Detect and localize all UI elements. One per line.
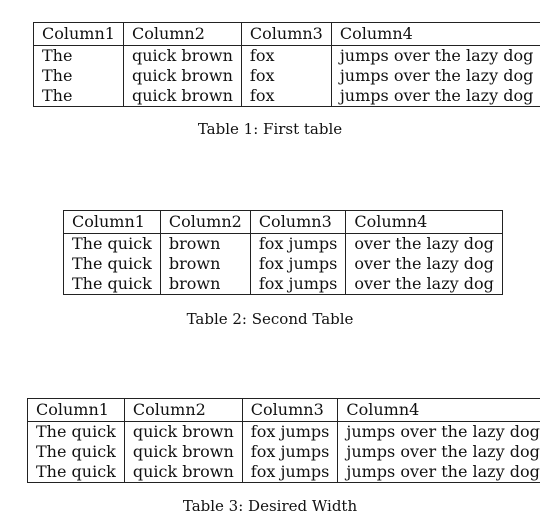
table-cell: fox jumps bbox=[242, 422, 338, 443]
table-cell: The bbox=[34, 46, 124, 67]
header-cell: Column2 bbox=[123, 23, 241, 46]
header-cell: Column4 bbox=[338, 399, 540, 422]
table-cell: quick brown bbox=[124, 442, 242, 462]
table-row bbox=[64, 234, 503, 255]
table-1 bbox=[33, 22, 540, 107]
table-cell: jumps over the lazy dog bbox=[338, 422, 540, 443]
header-cell: Column1 bbox=[28, 399, 125, 422]
table-cell: fox jumps bbox=[250, 274, 346, 295]
table-cell: fox jumps bbox=[250, 254, 346, 274]
table-cell: jumps over the lazy dog bbox=[331, 66, 540, 86]
table-3 bbox=[27, 398, 540, 483]
table-cell: brown bbox=[160, 234, 250, 255]
table-cell: quick brown bbox=[124, 422, 242, 443]
table-1-grid bbox=[33, 22, 540, 107]
table-cell: The bbox=[34, 86, 124, 107]
table-cell: jumps over the lazy dog bbox=[338, 442, 540, 462]
table-2-caption: Table 2: Second Table bbox=[186, 310, 354, 328]
table-cell: fox jumps bbox=[242, 462, 338, 483]
table-cell: over the lazy dog bbox=[346, 274, 503, 295]
header-cell: Column3 bbox=[241, 23, 331, 46]
header-cell: Column2 bbox=[160, 211, 250, 234]
table-cell: quick brown bbox=[123, 86, 241, 107]
table-2 bbox=[63, 210, 503, 295]
table-cell: The quick bbox=[64, 234, 161, 255]
header-cell: Column2 bbox=[124, 399, 242, 422]
table-cell: brown bbox=[160, 274, 250, 295]
header-cell: Column4 bbox=[331, 23, 540, 46]
table-cell: The quick bbox=[28, 422, 125, 443]
table-cell: quick brown bbox=[123, 66, 241, 86]
header-cell: Column4 bbox=[346, 211, 503, 234]
table-cell: jumps over the lazy dog bbox=[331, 86, 540, 107]
table-cell: fox jumps bbox=[250, 234, 346, 255]
table-cell: The quick bbox=[64, 274, 161, 295]
table-cell: quick brown bbox=[123, 46, 241, 67]
table-2-grid bbox=[63, 210, 503, 295]
table-cell: The quick bbox=[28, 462, 125, 483]
table-cell: over the lazy dog bbox=[346, 234, 503, 255]
table-cell: fox bbox=[241, 46, 331, 67]
table-row bbox=[34, 46, 540, 67]
table-cell: The quick bbox=[28, 442, 125, 462]
table-cell: quick brown bbox=[124, 462, 242, 483]
table-row bbox=[64, 254, 503, 274]
table-cell: jumps over the lazy dog bbox=[331, 46, 540, 67]
table-row bbox=[28, 442, 540, 462]
table-row bbox=[64, 274, 503, 295]
table-3-caption: Table 3: Desired Width bbox=[182, 497, 358, 515]
header-cell: Column1 bbox=[64, 211, 161, 234]
header-cell: Column3 bbox=[242, 399, 338, 422]
table-cell: fox bbox=[241, 86, 331, 107]
table-cell: jumps over the lazy dog bbox=[338, 462, 540, 483]
table-3-grid bbox=[27, 398, 540, 483]
table-1-caption: Table 1: First table bbox=[197, 120, 343, 138]
table-cell: over the lazy dog bbox=[346, 254, 503, 274]
table-header-row bbox=[28, 399, 540, 422]
table-row bbox=[28, 462, 540, 483]
table-header-row bbox=[64, 211, 503, 234]
header-cell: Column3 bbox=[250, 211, 346, 234]
table-cell: The bbox=[34, 66, 124, 86]
table-header-row bbox=[34, 23, 540, 46]
table-cell: fox jumps bbox=[242, 442, 338, 462]
table-row bbox=[34, 86, 540, 107]
table-cell: fox bbox=[241, 66, 331, 86]
table-row bbox=[34, 66, 540, 86]
table-cell: The quick bbox=[64, 254, 161, 274]
table-row bbox=[28, 422, 540, 443]
header-cell: Column1 bbox=[34, 23, 124, 46]
table-cell: brown bbox=[160, 254, 250, 274]
